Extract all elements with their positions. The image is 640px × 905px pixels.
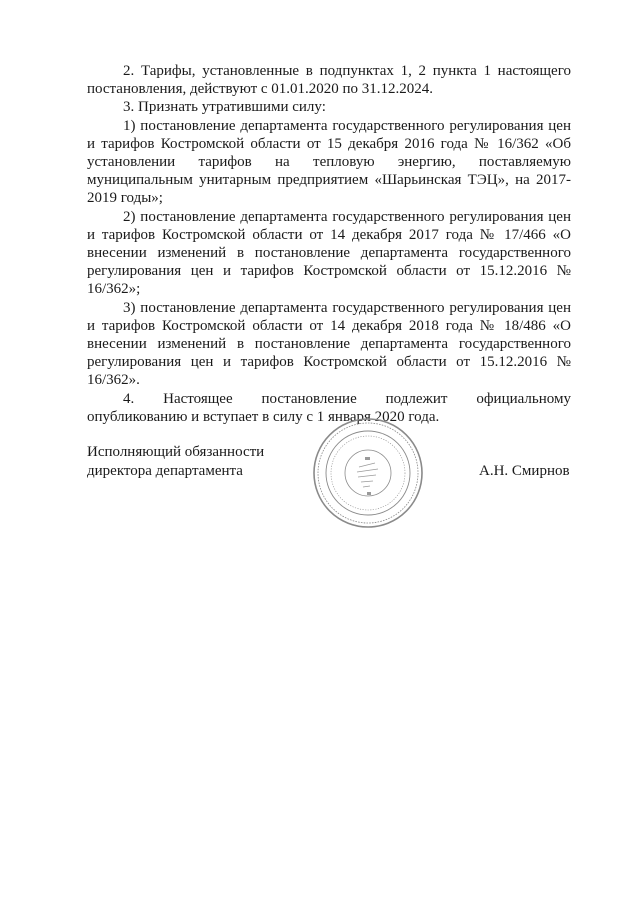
signatory-position [87, 443, 264, 480]
paragraph-repeal-item-2: 2) постановление департамента государственного регулирования цен и тарифов Костромской области от 14 декабря 2017 года № 17/466 «О внесении изменений в постановление департамента государственного регулирования цен и тарифов Костромской области от 15.12.2016 № 16/362»; [87, 208, 571, 298]
paragraph-entry-into-force: 4. Настоящее постановление подлежит официальному опубликованию и вступает в силу с 1 января 2020 года. [87, 390, 571, 425]
official-seal-stamp [312, 417, 424, 529]
paragraph-repeal-item-3: 3) постановление департамента государственного регулирования цен и тарифов Костромской области от 14 декабря 2018 года № 18/486 «О внесении изменений в постановление департамента государственного регулирования цен и тарифов Костромской области от 15.12.2016 № 16/362». [87, 299, 571, 389]
paragraph-repeal-intro: 3. Признать утратившими силу: [123, 99, 326, 116]
document-body [87, 62, 571, 426]
paragraph-tariff-validity: 2. Тарифы, установленные в подпунктах 1, 2 пункта 1 настоящего постановления, действуют с 01.01.2020 по 31.12.2024. [87, 63, 571, 98]
paragraph-repeal-item-1: 1) постановление департамента государственного регулирования цен и тарифов Костромской области от 15 декабря 2016 года № 16/362 «Об установлении тарифов на тепловую энергию, поставляемую муниципальным унитарным предприятием «Шарьинская ТЭЦ», на 2017-2019 годы»; [87, 117, 571, 207]
signatory-position-line-1: Исполняющий обязанности [87, 444, 265, 460]
signatory-position-line-2: директора департамента [87, 462, 243, 479]
signatory-name: А.Н. Смирнов [479, 463, 570, 479]
